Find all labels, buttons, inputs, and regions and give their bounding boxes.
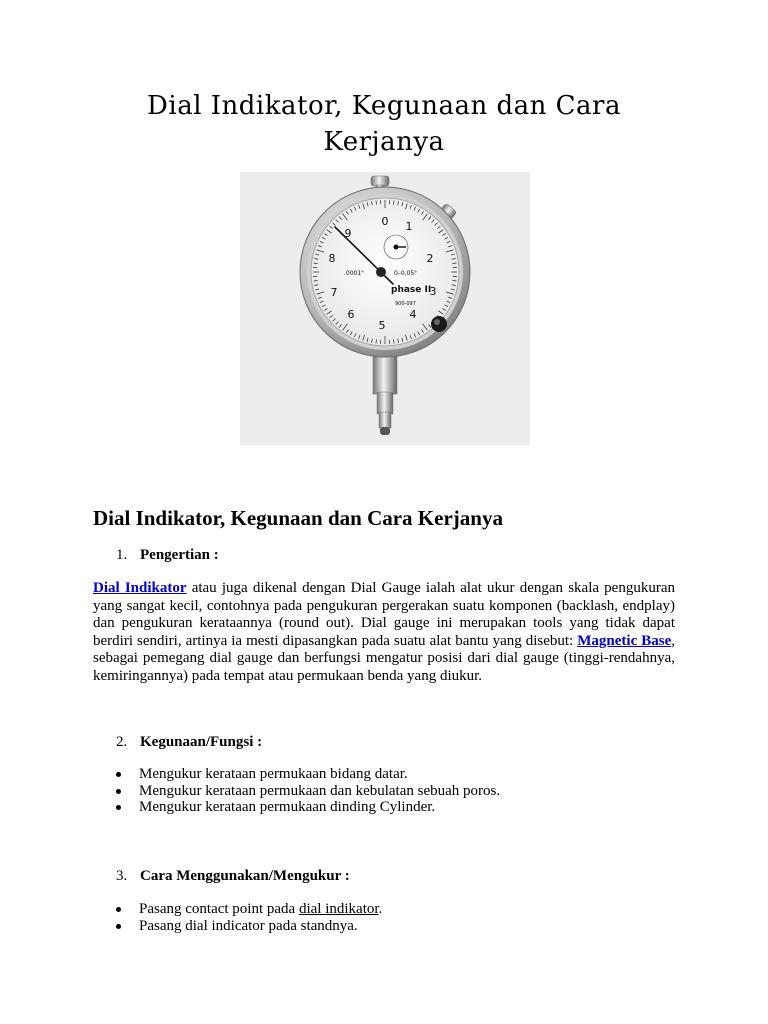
dial-tick [452, 263, 456, 264]
section-1-number: 1. [116, 547, 128, 563]
brand-label: phase II [391, 285, 432, 295]
magnetic-base-link[interactable]: Magnetic Base [577, 632, 672, 649]
function-list [116, 766, 676, 816]
dial-number-1: 1 [405, 220, 413, 233]
section-3-label: Cara Menggunakan/Mengukur : [140, 868, 350, 884]
bullet-icon [116, 789, 121, 794]
page-title: Dial Indikator, Kegunaan dan Cara Kerjanya [147, 91, 621, 157]
dial-indicator-image [240, 172, 530, 445]
dial-tick [314, 281, 318, 282]
range-label: 0–0,05" [394, 270, 417, 277]
dial-tick [314, 263, 318, 264]
dial-number-0: 0 [381, 215, 389, 228]
section-3-number: 3. [116, 868, 128, 884]
dial-tick [394, 201, 395, 205]
section-2-label: Kegunaan/Fungsi : [140, 734, 263, 750]
dial-tick [376, 339, 377, 343]
list-item: Mengukur kerataan permukaan bidang datar. [116, 766, 676, 783]
dial-number-7: 7 [330, 286, 338, 299]
dial-tick [452, 281, 456, 282]
dial-number-9: 9 [344, 227, 352, 240]
dial-number-8: 8 [328, 252, 336, 265]
section-1-heading [116, 546, 219, 564]
list-item: Pasang contact point pada dial indikator. [116, 901, 676, 918]
list-item: Pasang dial indicator pada standnya. [116, 918, 676, 935]
resolution-label: .0001" [344, 270, 364, 277]
definition-text-2: , sebagai pemegang dial gauge dan berfungsi mengatur posisi dari dial gauge (tinggi-rendahnya, kemiringannya) pada tempat atau permukaan benda yang diukur. [93, 632, 675, 684]
list-item: Mengukur kerataan permukaan dinding Cylinder. [116, 799, 676, 816]
bullet-icon [116, 924, 121, 929]
section-2-heading [116, 733, 262, 751]
section-1-label: Pengertian : [140, 547, 219, 563]
dial-indikator-inline-link[interactable]: dial indikator [298, 901, 379, 917]
bullet-icon [116, 805, 121, 810]
dial-tick [376, 201, 377, 205]
dial-number-6: 6 [347, 308, 355, 321]
list-item: Mengukur kerataan permukaan dan kebulatan sebuah poros. [116, 783, 676, 800]
section-2-number: 2. [116, 734, 128, 750]
dial-number-5: 5 [378, 319, 386, 332]
bullet-icon [116, 772, 121, 777]
dial-number-3: 3 [429, 285, 437, 298]
dial-number-4: 4 [409, 308, 417, 321]
model-label: 900-097 [395, 301, 416, 307]
usage-list [116, 901, 676, 934]
dial-indikator-link[interactable]: Dial Indikator [93, 580, 187, 596]
section-heading: Dial Indikator, Kegunaan dan Cara Kerjanya [93, 506, 503, 530]
dial-tick [394, 339, 395, 343]
definition-text-1: atau juga dikenal dengan Dial Gauge ialah alat ukur dengan skala pengukuran yang sangat kecil, contohnya pada pengukuran pergerakan suatu komponen (backlash, endplay) dan pengukuran kerataannya (round out). Dial gauge ini merupakan tools yang tidak dapat berdiri sendiri, artinya ia mesti dipasangkan pada suatu alat bantu yang disebut: [93, 580, 675, 649]
bullet-icon [116, 907, 121, 912]
section-3-heading [116, 867, 350, 885]
definition-paragraph [93, 580, 675, 685]
dial-number-2: 2 [426, 252, 434, 265]
